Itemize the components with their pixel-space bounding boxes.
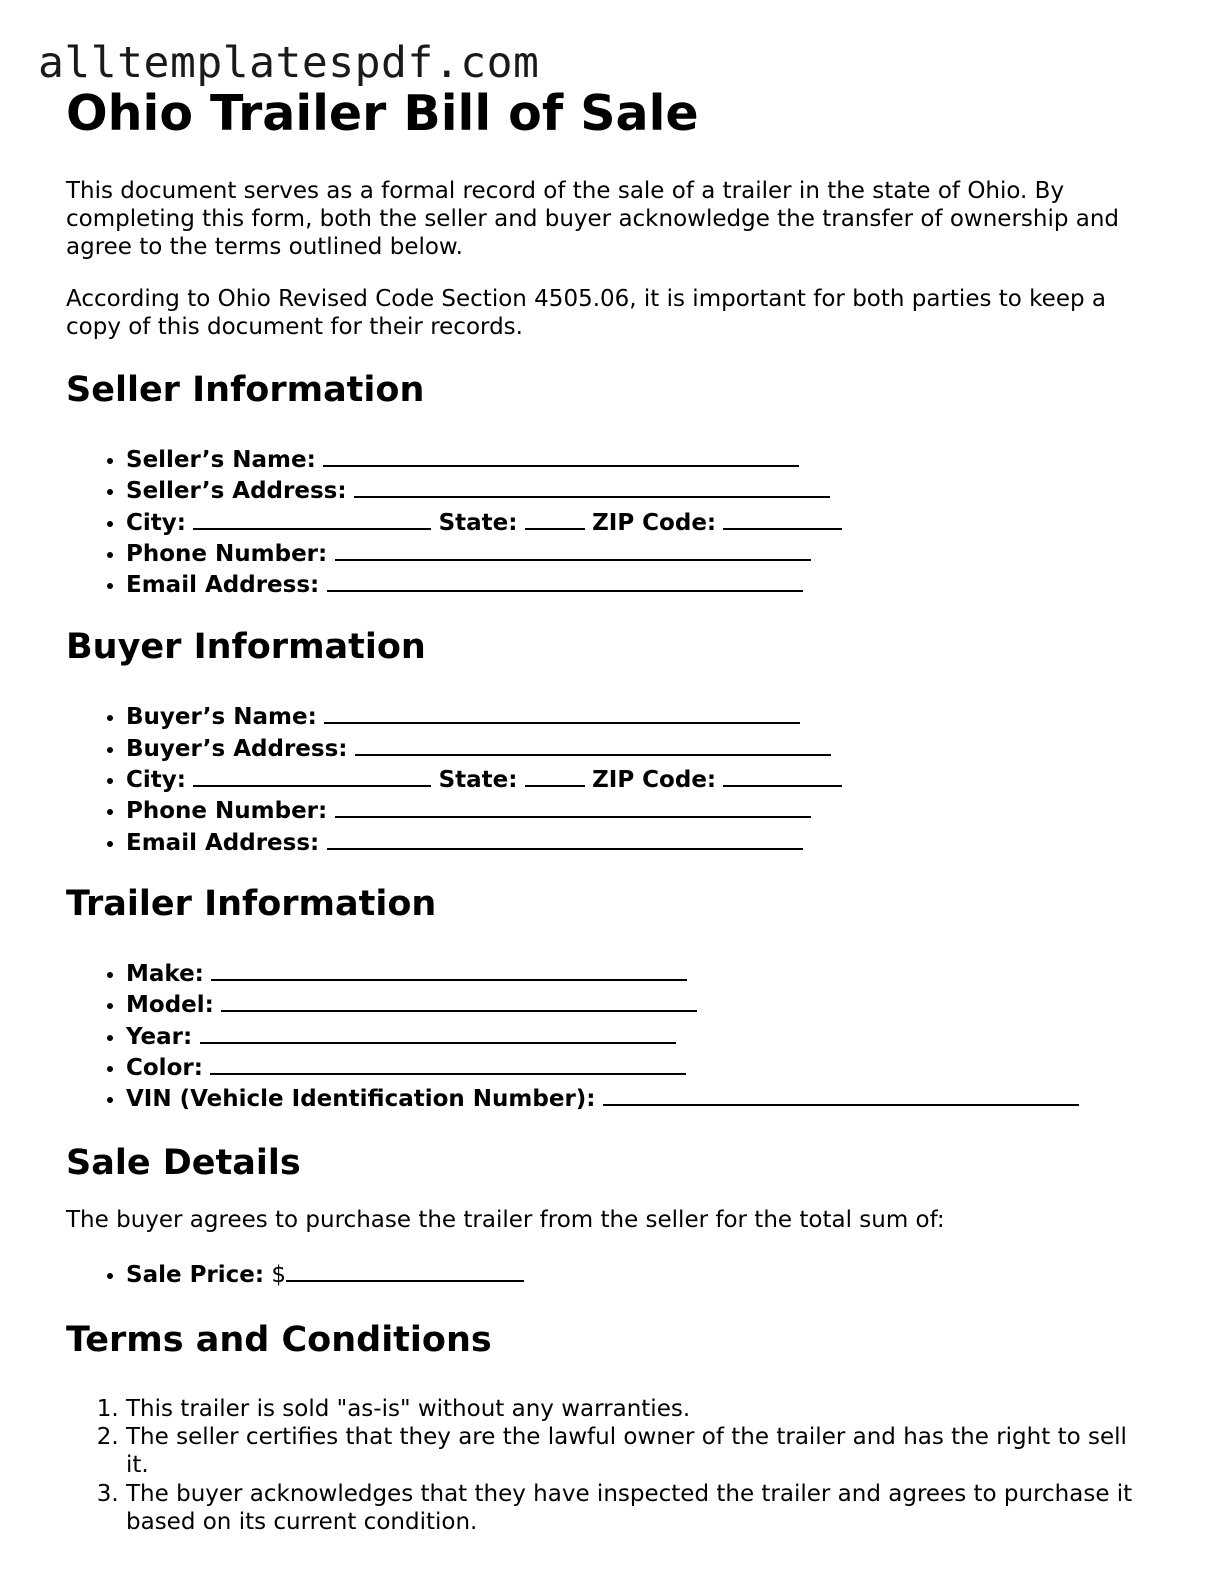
buyer-name-item [126,700,1146,731]
seller-phone-label: Phone Number: [126,540,328,567]
buyer-city-item [126,763,1146,794]
trailer-year-label: Year: [126,1023,193,1050]
trailer-fields [66,957,1146,1113]
currency-symbol: $ [271,1262,287,1289]
seller-fields [66,443,1146,599]
trailer-year-field[interactable] [200,1020,676,1044]
trailer-make-field[interactable] [211,957,687,981]
terms-item: 2. The seller certifies that they are the lawful owner of the trailer and has the right to sell it. [126,1423,1146,1480]
terms-item: 1. This trailer is sold "as-is" without any warranties. [126,1395,1146,1423]
buyer-address-field[interactable] [355,732,831,756]
buyer-zip-label: ZIP Code: [592,767,717,794]
seller-email-label: Email Address: [126,572,320,599]
seller-address-item [126,474,1146,505]
seller-city-item [126,506,1146,537]
trailer-color-label: Color: [126,1054,203,1081]
trailer-make-label: Make: [126,960,204,987]
terms-list [66,1395,1146,1536]
buyer-name-label: Buyer’s Name: [126,704,317,731]
seller-name-field[interactable] [323,443,799,467]
seller-state-label: State: [438,509,518,536]
trailer-year-item [126,1020,1146,1051]
trailer-vin-label: VIN (Vehicle Identification Number): [126,1086,596,1113]
sale-fields [66,1258,1146,1289]
sale-heading: Sale Details [66,1143,301,1184]
buyer-phone-field[interactable] [335,794,811,818]
sale-price-item [126,1258,1146,1289]
buyer-city-field[interactable] [193,763,431,787]
buyer-heading: Buyer Information [66,627,426,668]
watermark: alltemplatespdf.com [38,38,540,88]
trailer-vin-item [126,1082,1146,1113]
seller-phone-item [126,537,1146,568]
seller-phone-field[interactable] [335,537,811,561]
buyer-state-label: State: [438,767,518,794]
seller-email-item [126,568,1146,599]
seller-city-field[interactable] [193,506,431,530]
trailer-model-item [126,988,1146,1019]
intro-paragraph-2: According to Ohio Revised Code Section 4505.06, it is important for both parties to keep a copy of this document for their records. [66,286,1106,340]
buyer-zip-field[interactable] [723,763,842,787]
terms-item: 3. The buyer acknowledges that they have inspected the trailer and agrees to purchase it based on its current condition. [126,1480,1146,1537]
trailer-color-item [126,1051,1146,1082]
seller-zip-label: ZIP Code: [592,509,717,536]
intro-paragraph-1: This document serves as a formal record of the sale of a trailer in the state of Ohio. By completing this form, both the seller and buyer acknowledge the transfer of ownership and agree to the terms outlined below. [66,178,1120,260]
buyer-name-field[interactable] [324,700,800,724]
buyer-email-field[interactable] [327,826,803,850]
sale-price-field[interactable] [286,1258,524,1282]
trailer-model-field[interactable] [221,988,697,1012]
trailer-vin-field[interactable] [603,1082,1079,1106]
seller-city-label: City: [126,509,186,536]
seller-address-label: Seller’s Address: [126,478,347,505]
seller-address-field[interactable] [354,474,830,498]
seller-zip-field[interactable] [723,506,842,530]
buyer-address-label: Buyer’s Address: [126,735,348,762]
buyer-email-label: Email Address: [126,829,320,856]
seller-name-item [126,443,1146,474]
seller-state-field[interactable] [525,506,585,530]
buyer-phone-item [126,794,1146,825]
buyer-email-item [126,826,1146,857]
buyer-city-label: City: [126,767,186,794]
seller-email-field[interactable] [327,568,803,592]
trailer-heading: Trailer Information [66,883,437,924]
trailer-model-label: Model: [126,992,214,1019]
trailer-color-field[interactable] [210,1051,686,1075]
sale-intro: The buyer agrees to purchase the trailer from the seller for the total sum of: [66,1207,945,1234]
trailer-make-item [126,957,1146,988]
document-page [66,84,1146,1536]
document-title: Ohio Trailer Bill of Sale [66,85,699,142]
sale-price-label: Sale Price: [126,1262,265,1289]
seller-name-label: Seller’s Name: [126,447,316,473]
seller-heading: Seller Information [66,370,425,410]
buyer-address-item [126,732,1146,763]
buyer-fields [66,700,1146,856]
buyer-phone-label: Phone Number: [126,798,328,825]
buyer-state-field[interactable] [525,763,585,787]
terms-heading: Terms and Conditions [66,1319,492,1360]
